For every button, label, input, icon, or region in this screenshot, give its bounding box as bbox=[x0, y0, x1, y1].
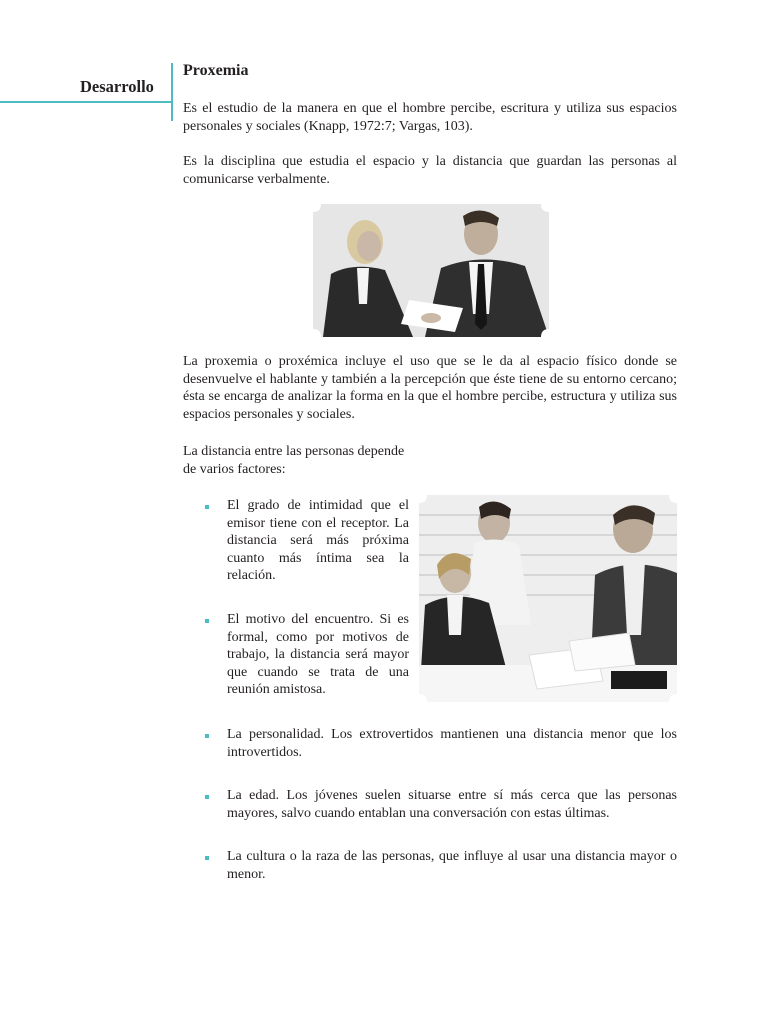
section-label: Desarrollo bbox=[80, 77, 154, 96]
bullet-marker bbox=[205, 734, 209, 738]
list-item: El motivo del encuentro. Si es formal, como por motivos de trabajo, la distancia será mayor que cuando se trata de una reunión amistosa. bbox=[227, 612, 409, 697]
photo-business-meeting-illustration bbox=[419, 495, 677, 702]
list-item: La edad. Los jóvenes suelen situarse entre sí más cerca que las personas mayores, salvo cuando entablan una conversación con estas últimas. bbox=[227, 788, 677, 821]
page-title: Proxemia bbox=[183, 62, 249, 79]
photo-two-colleagues bbox=[313, 204, 549, 337]
photo-business-meeting bbox=[419, 495, 677, 702]
list-item: La personalidad. Los extrovertidos mantienen una distancia menor que los introvertidos. bbox=[227, 727, 677, 760]
bullet-marker bbox=[205, 856, 209, 860]
list-item: La cultura o la raza de las personas, que influye al usar una distancia mayor o menor. bbox=[227, 849, 677, 882]
paragraph-factors-intro: La distancia entre las personas depende de varios factores: bbox=[183, 444, 405, 477]
paragraph-definition-2: Es la disciplina que estudia el espacio y la distancia que guardan las personas al comunicarse verbalmente. bbox=[183, 154, 677, 187]
section-divider-horizontal bbox=[0, 101, 172, 103]
section-divider-vertical bbox=[171, 63, 173, 121]
bullet-marker bbox=[205, 619, 209, 623]
paragraph-proxemica: La proxemia o proxémica incluye el uso que se le da al espacio físico donde se desenvuelve el hablante y también a la percepción que éste tiene de su entorno cercano; ésta se encarga de analizar la forma en la que el hombre percibe, estructura y utiliza sus espacios personales y sociales. bbox=[183, 354, 677, 422]
photo-two-colleagues-illustration bbox=[313, 204, 549, 337]
list-item: El grado de intimidad que el emisor tiene con el receptor. La distancia será más próxima cuanto más íntima sea la relación. bbox=[227, 498, 409, 583]
paragraph-definition-1: Es el estudio de la manera en que el hombre percibe, escritura y utiliza sus espacios personales y sociales (Knapp, 1972:7; Vargas, 103). bbox=[183, 101, 677, 134]
bullet-marker bbox=[205, 795, 209, 799]
bullet-marker bbox=[205, 505, 209, 509]
